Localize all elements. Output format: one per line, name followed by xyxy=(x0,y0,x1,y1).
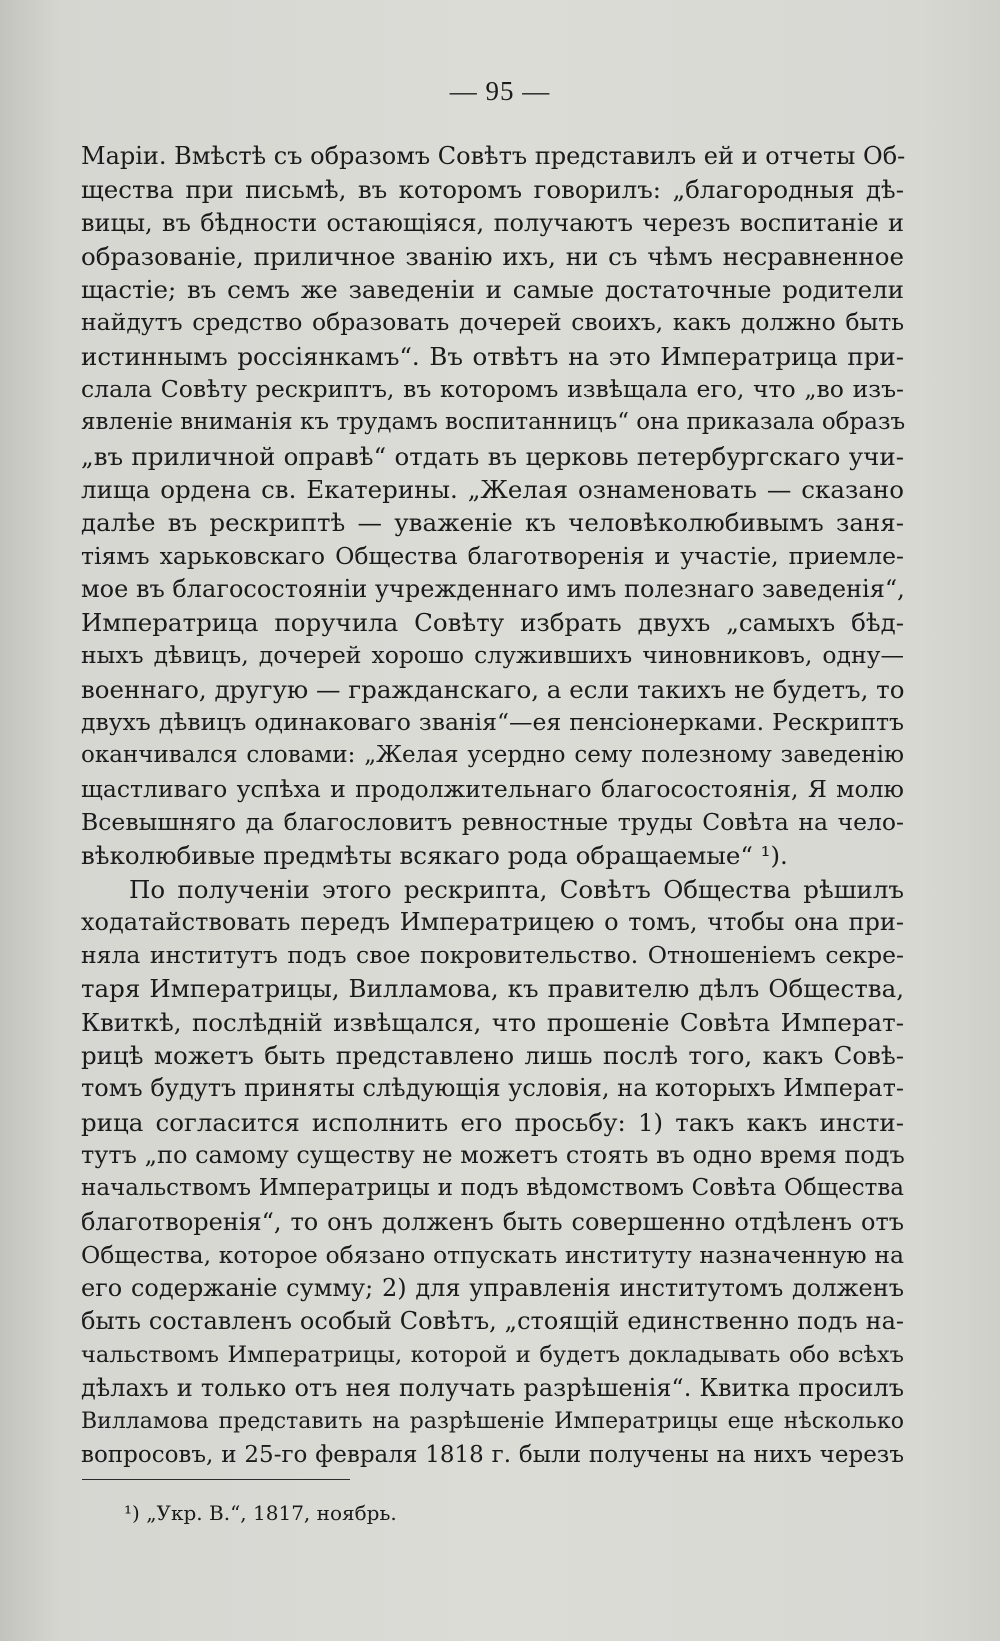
text-line: томъ будутъ приняты слѣдующія условія, на которыхъ Императ- xyxy=(81,1074,904,1103)
text-line: Маріи. Вмѣстѣ съ образомъ Совѣтъ представилъ ей и отчеты Об- xyxy=(81,142,906,170)
text-line: щества при письмѣ, въ которомъ говорилъ: „благородныя дѣ- xyxy=(81,175,904,205)
text-line: чальствомъ Императрицы, которой и будетъ докладывать обо всѣхъ xyxy=(81,1341,904,1368)
text-line: лища ордена св. Екатерины. „Желая ознаменовать — сказано xyxy=(81,474,904,504)
text-line: ныхъ дѣвицъ, дочерей хорошо служившихъ чиновниковъ, одну— xyxy=(81,641,904,670)
text-line: Императрица поручила Совѣту избрать двухъ „самыхъ бѣд- xyxy=(81,608,904,638)
text-line: оканчивался словами: „Желая усердно сему полезному заведенію xyxy=(81,742,904,769)
text-line: истиннымъ россіянкамъ“. Въ отвѣтъ на это Императрица при- xyxy=(81,341,904,371)
text-line: дѣлахъ и только отъ нея получать разрѣшенія“. Квитка просилъ xyxy=(81,1373,904,1402)
text-line: Квиткѣ, послѣдній извѣщался, что прошеніе Совѣта Императ- xyxy=(81,1007,904,1037)
text-line: рицѣ можетъ быть представлено лишь послѣ того, какъ Совѣ- xyxy=(81,1041,904,1071)
text-line: образованіе, приличное званію ихъ, ни съ чѣмъ несравненное xyxy=(81,241,904,271)
text-line: быть составленъ особый Совѣтъ, „стоящій единственно подъ на- xyxy=(81,1307,904,1336)
text-line: щастіе; въ семъ же заведеніи и самые достаточные родители xyxy=(81,275,904,305)
text-line: вицы, въ бѣдности остающіяся, получаютъ черезъ воспитаніе и xyxy=(81,208,904,237)
text-line: вопросовъ, и 25-го февраля 1818 г. были получены на нихъ черезъ xyxy=(81,1441,904,1468)
page-body-text xyxy=(81,140,904,1472)
text-line: его содержаніе сумму; 2) для управленія институтомъ долженъ xyxy=(81,1274,904,1303)
text-line: Вилламова представить на разрѣшеніе Императрицы еще нѣсколько xyxy=(81,1409,904,1435)
text-line: таря Императрицы, Вилламова, къ правителю дѣлъ Общества, xyxy=(81,974,904,1004)
text-line: военнаго, другую — гражданскаго, а если такихъ не будетъ, то xyxy=(81,674,905,704)
text-line: няла институтъ подъ свое покровительство. Отношеніемъ секре- xyxy=(81,941,904,970)
page-number: — 95 — xyxy=(449,76,551,106)
text-line: благотворенія“, то онъ долженъ быть совершенно отдѣленъ отъ xyxy=(81,1207,904,1236)
text-line: Всевышняго да благословитъ ревностные труды Совѣта на чело- xyxy=(81,807,904,836)
text-line: слала Совѣту рескриптъ, въ которомъ извѣщала его, что „во изъ- xyxy=(81,375,904,404)
footnote-divider xyxy=(82,1479,350,1480)
text-line: вѣколюбивые предмѣты всякаго рода обращаемые“ ¹). xyxy=(81,841,788,871)
text-line: щастливаго успѣха и продолжительнаго благосостоянія, Я молю xyxy=(81,774,904,803)
text-line: рица согласится исполнить его просьбу: 1) такъ какъ инсти- xyxy=(81,1107,904,1137)
text-line: По полученіи этого рескрипта, Совѣтъ Общества рѣшилъ xyxy=(129,874,904,904)
footnote-marker: ¹) xyxy=(124,1501,140,1525)
text-line: двухъ дѣвицъ одинаковаго званія“—ея пенсіонерками. Рескриптъ xyxy=(81,708,904,737)
text-line: тутъ „по самому существу не можетъ стоять въ одно время подъ xyxy=(81,1140,905,1169)
footnote xyxy=(124,1500,397,1526)
text-line: далѣе въ рескриптѣ — уваженіе къ человѣколюбивымъ заня- xyxy=(81,508,904,538)
text-line: начальствомъ Императрицы и подъ вѣдомствомъ Совѣта Общества xyxy=(81,1175,904,1202)
text-line: мое въ благосостояніи учрежденнаго имъ полезнаго заведенія“, xyxy=(81,574,905,603)
text-line: тіямъ харьковскаго Общества благотворенія и участіе, приемле- xyxy=(81,541,904,570)
text-line: Общества, которое обязано отпускать институту назначенную на xyxy=(81,1240,904,1269)
footnote-text: „Укр. В.“, 1817, ноябрь. xyxy=(146,1501,397,1525)
text-line: найдутъ средство образовать дочерей своихъ, какъ должно быть xyxy=(81,308,904,337)
text-line: явленіе вниманія къ трудамъ воспитанницъ“ она приказала образъ xyxy=(81,409,906,436)
text-line: „въ приличной оправѣ“ отдать въ церковь петербургскаго учи- xyxy=(81,441,904,471)
text-line: ходатайствовать передъ Императрицею о томъ, чтобы она при- xyxy=(81,907,904,936)
